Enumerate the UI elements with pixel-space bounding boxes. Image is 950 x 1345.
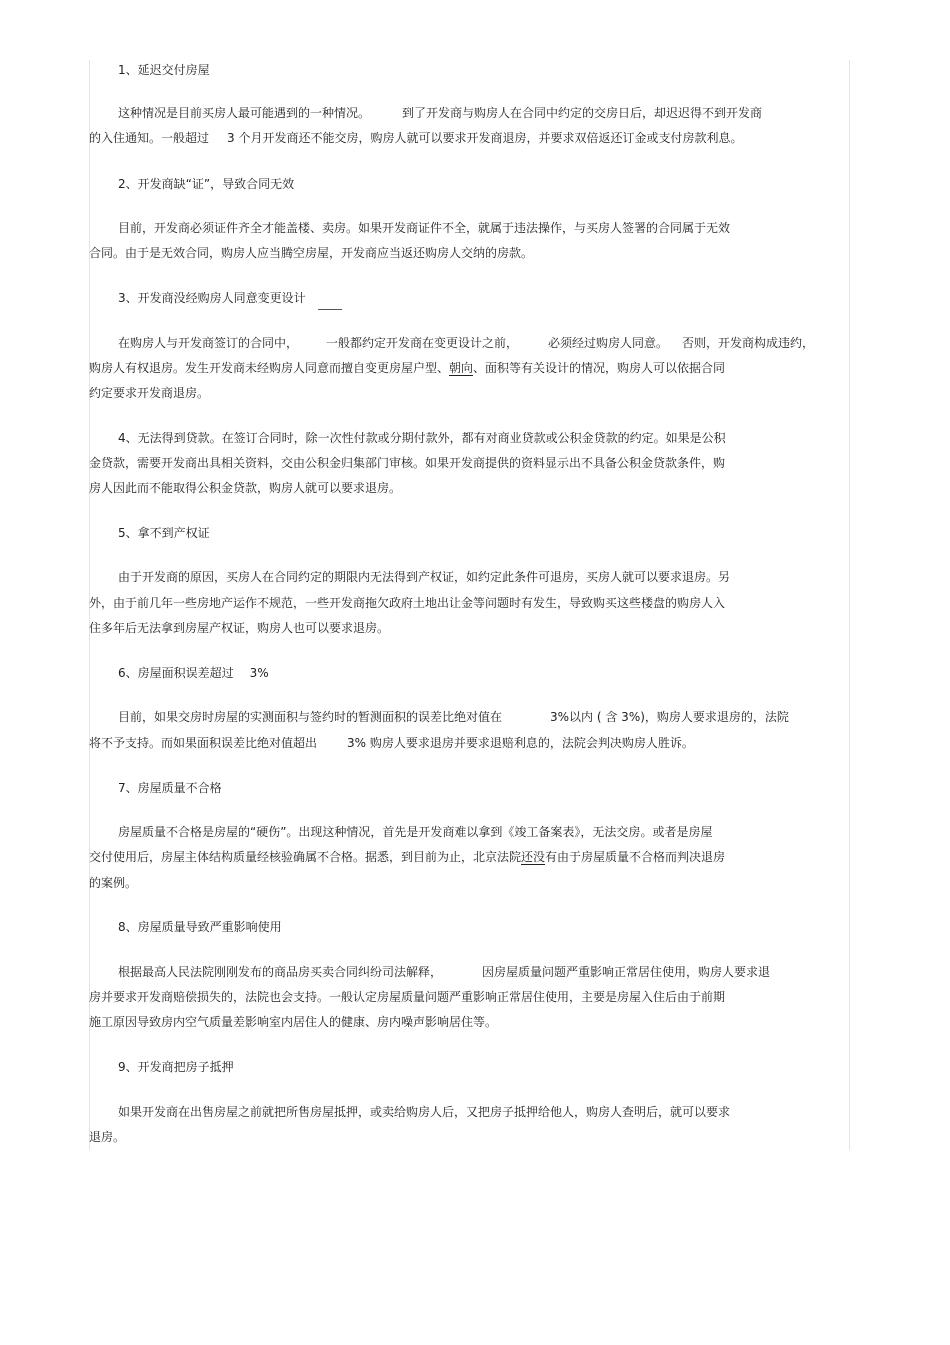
section-heading-1: 1、延迟交付房屋 [118,63,210,77]
text-run: 因房屋质量问题严重影响正常居住使用，购房人要求退 [482,965,771,979]
text-run: 目前，如果交房时房屋的实测面积与签约时的暂测面积的误差比绝对值在 [118,710,503,724]
text-run: 到了开发商与购房人在合同中约定的交房日后，却迟迟得不到开发商 [402,106,763,120]
paragraph-line: 退房。 [89,1130,126,1144]
paragraph-line: 金贷款，需要开发商出具相关资料，交由公积金归集部门审核。如果开发商提供的资料显示出不具备公积金贷款条件，购 [89,456,726,470]
paragraph-line: 房并要求开发商赔偿损失的，法院也会支持。一般认定房屋质量问题严重影响正常居住使用，主要是房屋入住后由于前期 [89,990,726,1004]
paragraph-line: 由于开发商的原因，买房人在合同约定的期限内无法得到产权证，如约定此条件可退房，买房人就可以要求退房。另 [118,570,731,584]
text-run: 购房人有权退房。发生开发商未经购房人同意而擅自变更房屋户型、 [89,361,450,375]
underline-mark [318,309,342,310]
paragraph-line: 约定要求开发商退房。 [89,386,210,400]
text-run: 否则，开发商构成违约， [682,336,815,350]
text-run: 这种情况是目前买房人最可能遇到的一种情况。 [118,106,371,120]
paragraph-line: 施工原因导致房内空气质量差影响室内居住人的健康、房内噪声影响居住等。 [89,1015,498,1029]
section-heading-3: 3、开发商没经购房人同意变更设计 [118,291,306,305]
paragraph-line [118,965,770,979]
paragraph-line: 房屋质量不合格是房屋的“硬伤”。出现这种情况，首先是开发商难以拿到《竣工备案表》，无法交房。或者是房屋 [118,825,713,839]
section-heading-2: 2、开发商缺“证”，导致合同无效 [118,177,295,191]
paragraph-line [89,850,725,864]
text-run: 3 个月开发商还不能交房，购房人就可以要求开发商退房，并要求双倍返还订金或支付房款利息。 [227,131,743,145]
paragraph-line [118,106,762,120]
paragraph-line [118,336,814,350]
paragraph-line [89,361,725,375]
paragraph-line [89,736,694,750]
section-heading-7: 7、房屋质量不合格 [118,781,222,795]
text-run: 将不予支持。而如果面积误差比绝对值超出 [89,736,318,750]
underlined-text: 还没 [521,850,546,864]
paragraph-line: 的案例。 [89,876,138,890]
paragraph-line [118,710,789,724]
section-heading-5: 5、拿不到产权证 [118,526,210,540]
underlined-text: 朝向 [449,361,474,375]
paragraph-line: 住多年后无法拿到房屋产权证，购房人也可以要求退房。 [89,621,390,635]
heading-text: 6、房屋面积误差超过 [118,666,234,680]
paragraph-line: 合同。由于是无效合同，购房人应当腾空房屋，开发商应当返还购房人交纳的房款。 [89,246,534,260]
text-run: 3% 购房人要求退房并要求退赔利息的，法院会判决购房人胜诉。 [347,736,694,750]
heading-text: 3% [249,666,269,680]
right-margin-rule [849,60,850,1150]
section-heading-8: 8、房屋质量导致严重影响使用 [118,920,282,934]
text-run: 的入住通知。一般超过 [89,131,210,145]
section-heading-6 [118,666,269,680]
text-run: 在购房人与开发商签订的合同中， [118,336,299,350]
text-run: 、面积等有关设计的情况，购房人可以依据合同 [473,361,726,375]
paragraph-line: 外，由于前几年一些房地产运作不规范，一些开发商拖欠政府土地出让金等问题时有发生，导致购买这些楼盘的购房人入 [89,596,726,610]
section-heading-9: 9、开发商把房子抵押 [118,1060,234,1074]
text-run: 必须经过购房人同意。 [548,336,669,350]
paragraph-line: 房人因此而不能取得公积金贷款，购房人就可以要求退房。 [89,481,402,495]
paragraph-line [89,131,742,145]
text-run: 3%以内 ( 含 3%)，购房人要求退房的，法院 [550,710,789,724]
paragraph-line: 目前，开发商必须证件齐全才能盖楼、卖房。如果开发商证件不全，就属于违法操作，与买房人签署的合同属于无效 [118,221,731,235]
text-run: 交付使用后，房屋主体结构质量经核验确属不合格。据悉，到目前为止，北京法院 [89,850,522,864]
paragraph-line: 4、无法得到贷款。在签订合同时，除一次性付款或分期付款外，都有对商业贷款或公积金贷款的约定。如果是公积 [118,431,726,445]
text-run: 一般都约定开发商在变更设计之前， [326,336,519,350]
paragraph-line: 如果开发商在出售房屋之前就把所售房屋抵押，或卖给购房人后，又把房子抵押给他人，购房人查明后，就可以要求 [118,1105,731,1119]
text-run: 根据最高人民法院刚刚发布的商品房买卖合同纠纷司法解释， [118,965,443,979]
text-run: 有由于房屋质量不合格而判决退房 [545,850,726,864]
